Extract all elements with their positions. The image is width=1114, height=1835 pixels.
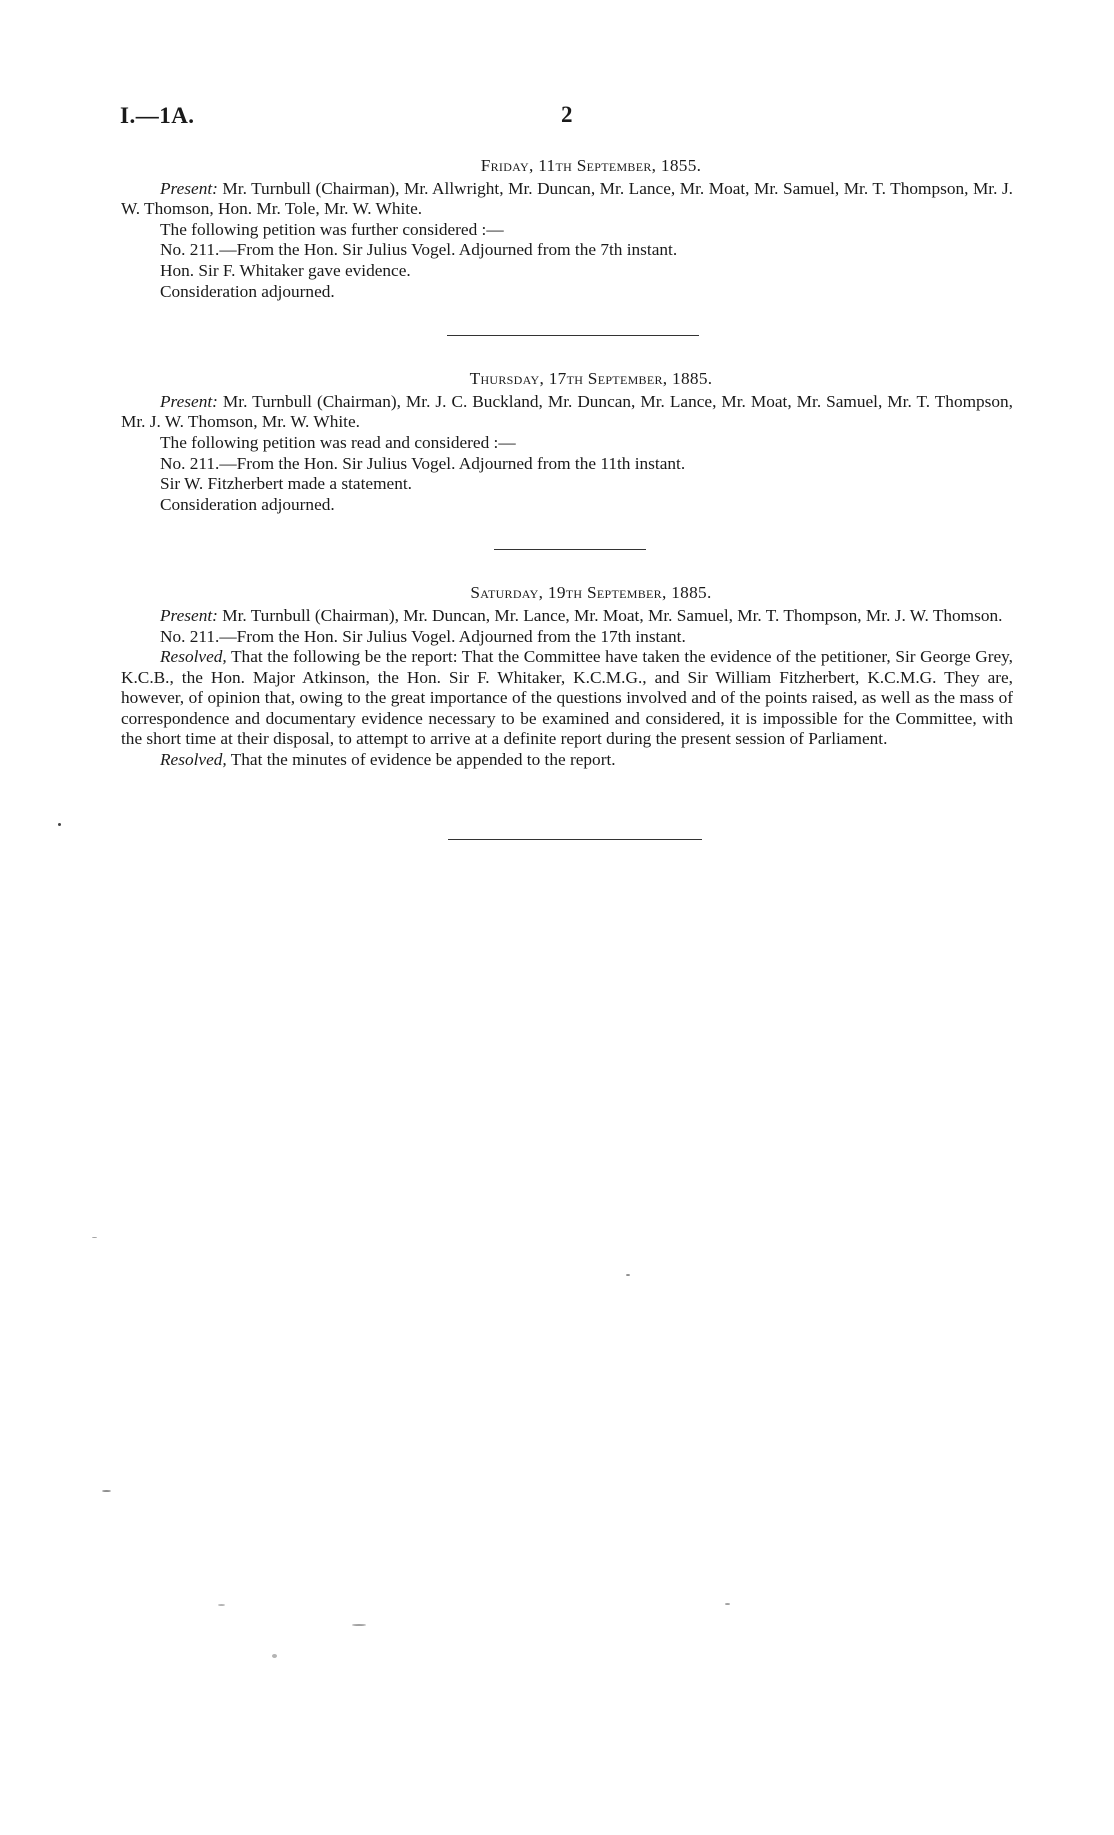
minute-line: Sir W. Fitzherbert made a statement.	[160, 474, 412, 494]
minute-line: The following petition was further considered :—	[160, 219, 504, 239]
present-label: Present:	[160, 605, 218, 625]
present-members: Mr. Turnbull (Chairman), Mr. Duncan, Mr. Lance, Mr. Moat, Mr. Samuel, Mr. T. Thompson, Mr. J. W. Thomson.	[222, 605, 1003, 625]
minutes-section-friday	[121, 156, 1013, 302]
present-members: Mr. Turnbull (Chairman), Mr. Allwright, Mr. Duncan, Mr. Lance, Mr. Moat, Mr. Samuel, Mr. T. Thompson, Mr. J. W. Thomson, Hon. Mr. Tole, Mr. W. White.	[121, 178, 1013, 219]
scan-speck	[725, 1603, 730, 1605]
minute-line: Consideration adjourned.	[160, 281, 335, 301]
minute-line: No. 211.—From the Hon. Sir Julius Vogel. Adjourned from the 11th instant.	[160, 453, 686, 473]
minute-line: No. 211.—From the Hon. Sir Julius Vogel. Adjourned from the 7th instant.	[160, 240, 678, 260]
present-label: Present:	[160, 178, 218, 198]
section-date: Saturday, 19th September, 1885.	[470, 583, 712, 603]
present-members: Mr. Turnbull (Chairman), Mr. J. C. Buckland, Mr. Duncan, Mr. Lance, Mr. Moat, Mr. Samuel, Mr. T. Thompson, Mr. J. W. Thomson, Mr. W. White.	[121, 391, 1013, 432]
end-divider	[448, 839, 702, 840]
minute-line: No. 211.—From the Hon. Sir Julius Vogel. Adjourned from the 17th instant.	[160, 626, 686, 646]
present-paragraph	[121, 179, 1013, 220]
resolution-paragraph	[121, 647, 1013, 750]
scan-speck	[626, 1274, 630, 1276]
present-label: Present:	[160, 391, 218, 411]
minute-line: Hon. Sir F. Whitaker gave evidence.	[160, 260, 411, 280]
resolution-paragraph	[121, 750, 1013, 771]
minutes-section-thursday	[121, 369, 1013, 515]
section-divider	[447, 335, 699, 336]
section-divider	[494, 549, 646, 550]
section-date: Friday, 11th September, 1855.	[480, 156, 702, 175]
minutes-section-saturday	[121, 583, 1013, 770]
scan-speck	[102, 1490, 111, 1492]
scan-speck	[272, 1654, 277, 1658]
scan-speck	[58, 823, 61, 826]
section-date: Thursday, 17th September, 1885.	[469, 369, 713, 389]
resolution-text: That the following be the report: That the Committee have taken the evidence of the petitioner, Sir George Grey, K.C.B., the Hon. Major Atkinson, the Hon. Sir F. Whitaker, K.C.M.G., and Sir William Fitzherbert, K.C.M.G. They are, however, of opinion that, owing to the great importance of the questions involved and of the points raised, as well as the mass of correspondence and documentary evidence necessary to be examined and considered, it is impossible for the Committee, with the short time at their disposal, to attempt to arrive at a definite report during the present session of Parliament.	[121, 647, 1013, 749]
present-paragraph	[121, 606, 1013, 627]
minute-line: Consideration adjourned.	[160, 494, 335, 514]
minutes-content	[121, 156, 1013, 840]
minute-line: The following petition was read and considered :—	[160, 432, 516, 452]
present-paragraph	[121, 392, 1013, 433]
page-number: 2	[561, 102, 573, 127]
scan-speck	[218, 1604, 225, 1606]
resolution-text: That the minutes of evidence be appended to the report.	[230, 750, 616, 770]
resolved-label: Resolved,	[160, 647, 227, 667]
resolved-label: Resolved,	[160, 750, 227, 770]
scan-speck	[352, 1624, 366, 1626]
page-identifier: I.—1A.	[120, 103, 195, 128]
scan-speck	[92, 1237, 97, 1238]
